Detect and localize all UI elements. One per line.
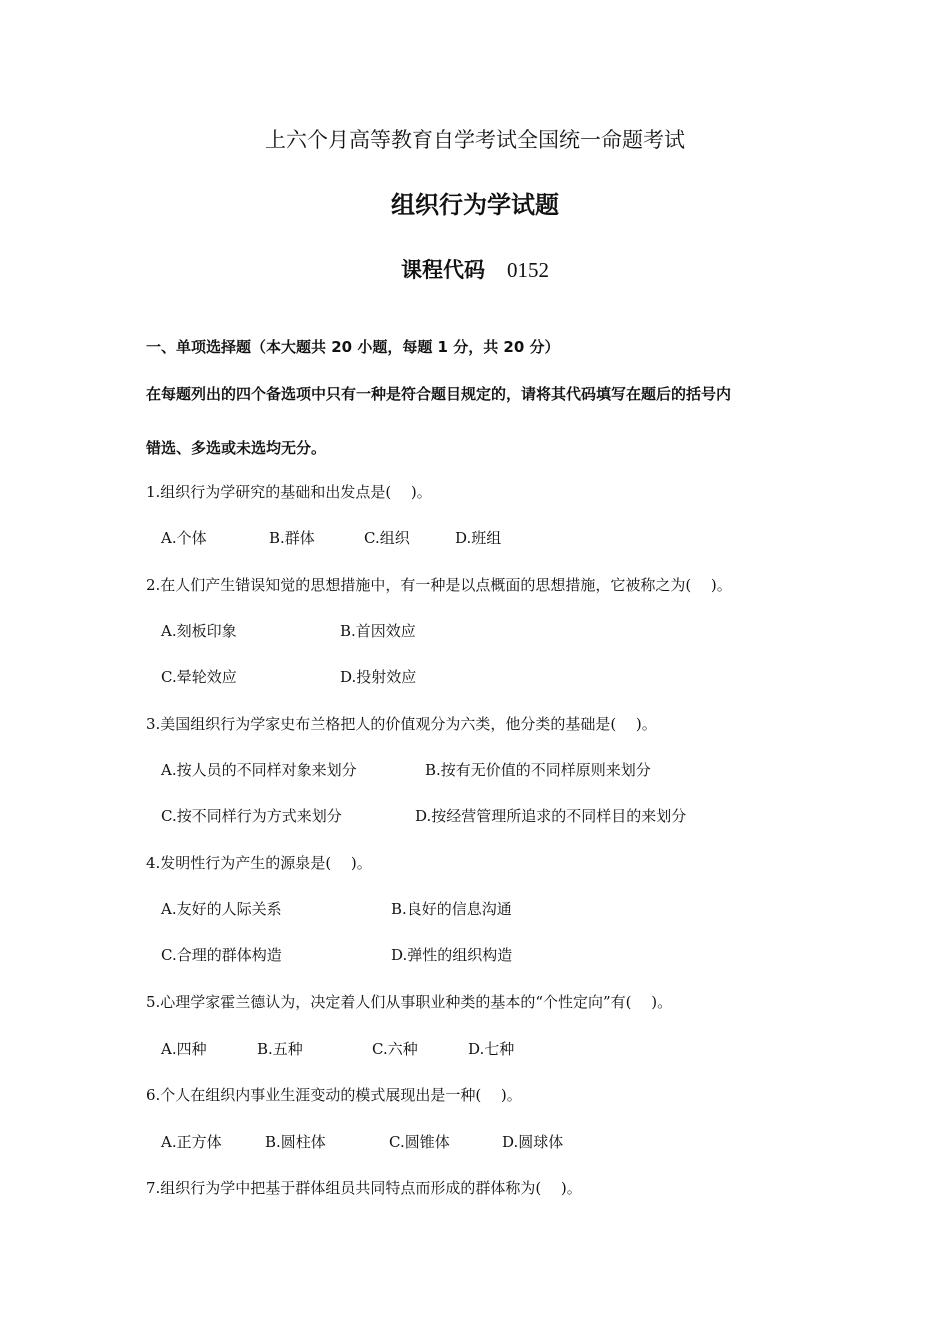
- q4-option-d: D.弹性的组织构造: [391, 946, 513, 964]
- q4-option-a: A.友好的人际关系: [161, 900, 282, 918]
- q5-option-b: B.五种: [257, 1040, 303, 1058]
- question-4: 4.发明性行为产生的源泉是( )。: [146, 854, 372, 872]
- question-3: 3.美国组织行为学家史布兰格把人的价值观分为六类，他分类的基础是( )。: [146, 715, 657, 733]
- q5-option-d: D.七种: [468, 1040, 515, 1058]
- q2-option-d: D.投射效应: [340, 668, 417, 686]
- q3-option-d: D.按经营管理所追求的不同样目的来划分: [415, 807, 687, 825]
- q4-option-b: B.良好的信息沟通: [391, 900, 512, 918]
- q2-option-b: B.首因效应: [340, 622, 416, 640]
- question-5: 5.心理学家霍兰德认为，决定着人们从事职业种类的基本的“个性定向”有( )。: [146, 993, 673, 1011]
- course-code-line: [0, 254, 950, 284]
- q3-option-b: B.按有无价值的不同样原则来划分: [425, 761, 651, 779]
- q1-option-a: A.个体: [161, 529, 207, 547]
- course-code: 0152: [507, 258, 549, 282]
- q2-option-c: C.晕轮效应: [161, 668, 237, 686]
- q1-option-b: B.群体: [269, 529, 315, 547]
- q2-option-a: A.刻板印象: [161, 622, 237, 640]
- q3-option-c: C.按不同样行为方式来划分: [161, 807, 342, 825]
- course-code-label: 课程代码: [401, 258, 485, 282]
- question-6: 6.个人在组织内事业生涯变动的模式展现出是一种( )。: [146, 1086, 522, 1104]
- question-1: 1.组织行为学研究的基础和出发点是( )。: [146, 483, 432, 501]
- q6-option-c: C.圆锥体: [389, 1133, 450, 1151]
- q3-option-a: A.按人员的不同样对象来划分: [161, 761, 357, 779]
- q5-option-c: C.六种: [372, 1040, 418, 1058]
- q1-option-d: D.班组: [455, 529, 502, 547]
- question-2: 2.在人们产生错误知觉的思想措施中，有一种是以点概面的思想措施，它被称之为( )。: [146, 576, 732, 594]
- q5-option-a: A.四种: [161, 1040, 207, 1058]
- exam-title: 上六个月高等教育自学考试全国统一命题考试: [265, 128, 685, 152]
- q6-option-b: B.圆柱体: [265, 1133, 326, 1151]
- section-instruction-line2: 错选、多选或未选均无分。: [146, 439, 327, 457]
- q1-option-c: C.组织: [364, 529, 410, 547]
- subject-title: 组织行为学试题: [391, 191, 559, 219]
- question-7: 7.组织行为学中把基于群体组员共同特点而形成的群体称为( )。: [146, 1179, 582, 1197]
- section-heading: 一、单项选择题（本大题共 20 小题，每题 1 分，共 20 分）: [146, 338, 560, 356]
- q6-option-a: A.正方体: [161, 1133, 222, 1151]
- q4-option-c: C.合理的群体构造: [161, 946, 282, 964]
- section-instruction-line1: 在每题列出的四个备选项中只有一种是符合题目规定的，请将其代码填写在题后的括号内: [146, 385, 732, 403]
- q6-option-d: D.圆球体: [502, 1133, 564, 1151]
